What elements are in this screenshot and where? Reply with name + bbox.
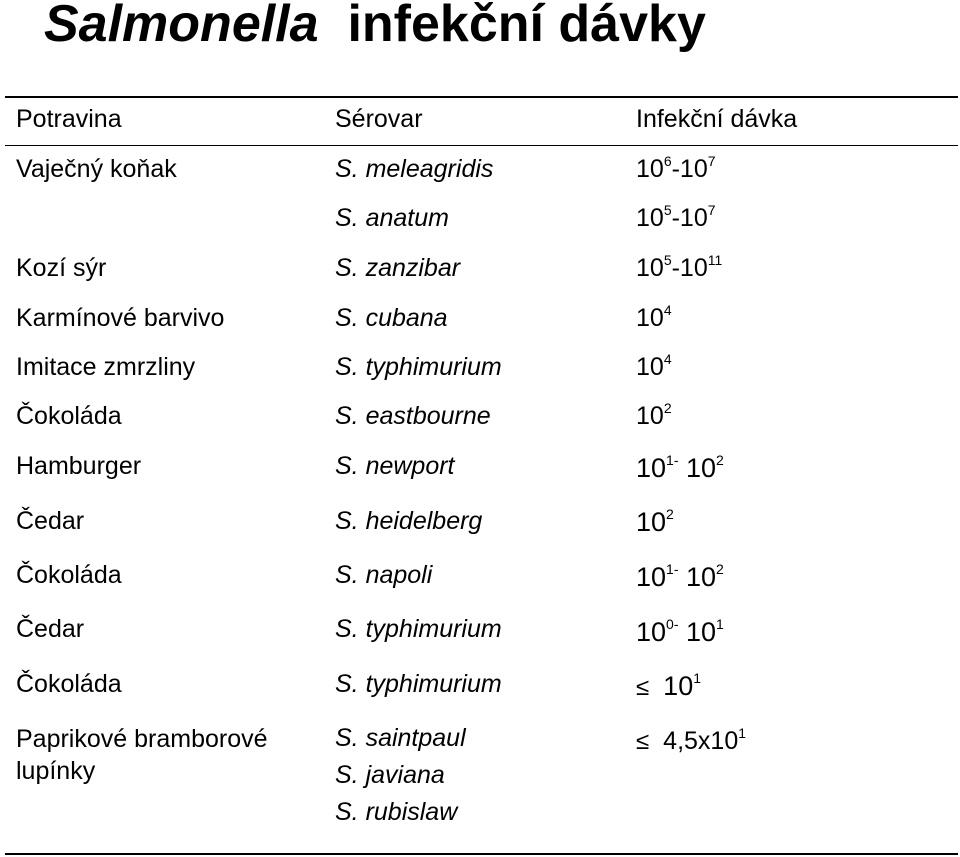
title-rest: infekční dávky bbox=[347, 0, 706, 53]
row-serovar: S. meleagridis bbox=[335, 155, 494, 183]
row-serovar: S. newport bbox=[335, 452, 455, 480]
row-serovar: S. typhimurium bbox=[335, 670, 502, 698]
row-serovar: S. napoli bbox=[335, 561, 433, 589]
row-food: Paprikové bramborové lupínky bbox=[16, 725, 268, 785]
serovar-item: S. javiana bbox=[335, 761, 445, 789]
row-serovar: S. eastbourne bbox=[335, 402, 491, 430]
row-food: Vaječný koňak bbox=[16, 155, 177, 183]
row-food: Čedar bbox=[16, 615, 85, 643]
row-dose: $10^6-10^7$ bbox=[636, 152, 716, 183]
row-serovar: S. zanzibar bbox=[335, 254, 461, 282]
row-dose: ≤ $10^1$ bbox=[636, 670, 702, 701]
serovar-item: S. saintpaul bbox=[335, 724, 466, 752]
row-dose: $10^{1-}$ $10^2$ bbox=[636, 452, 724, 483]
row-dose: $10^5-10^{11}$ bbox=[636, 251, 723, 282]
table-bottom-rule bbox=[5, 853, 958, 855]
row-dose: $10^4$ bbox=[636, 301, 672, 332]
row-serovar: S. anatum bbox=[335, 204, 449, 232]
header-serovar: Sérovar bbox=[335, 105, 423, 133]
row-food: Čokoláda bbox=[16, 561, 122, 589]
row-food: Karmínové barvivo bbox=[16, 304, 225, 332]
row-dose: ≤ $4,5x10^1$ bbox=[636, 724, 747, 755]
row-serovar: S. heidelberg bbox=[335, 507, 483, 535]
row-dose: $10^{0-}$ $10^1$ bbox=[636, 616, 724, 647]
row-food: Kozí sýr bbox=[16, 254, 107, 282]
row-serovar: S. cubana bbox=[335, 304, 448, 332]
less-equal-icon: ≤ bbox=[636, 728, 650, 755]
serovar-item: S. rubislaw bbox=[335, 798, 458, 826]
row-food: Čokoláda bbox=[16, 670, 122, 698]
row-dose: $10^2$ bbox=[636, 399, 672, 430]
row-serovar: S. typhimurium bbox=[335, 353, 502, 381]
row-food: Imitace zmrzliny bbox=[16, 353, 196, 381]
row-serovar: S. typhimurium bbox=[335, 615, 502, 643]
header-rule bbox=[5, 145, 958, 146]
row-dose: $10^{1-}$ $10^2$ bbox=[636, 561, 724, 592]
header-dose: Infekční dávka bbox=[636, 105, 798, 133]
page-title bbox=[44, 0, 706, 54]
table-top-rule bbox=[5, 96, 958, 98]
row-food: Čedar bbox=[16, 507, 85, 535]
row-dose: $10^4$ bbox=[636, 350, 672, 381]
row-dose: $10^2$ bbox=[636, 506, 674, 537]
header-food: Potravina bbox=[16, 105, 122, 133]
row-dose: $10^5-10^7$ bbox=[636, 201, 716, 232]
less-equal-icon: ≤ bbox=[636, 674, 650, 701]
row-serovar bbox=[335, 720, 466, 831]
row-food: Hamburger bbox=[16, 452, 142, 480]
row-food: Čokoláda bbox=[16, 402, 122, 430]
title-italic: Salmonella bbox=[44, 0, 319, 53]
